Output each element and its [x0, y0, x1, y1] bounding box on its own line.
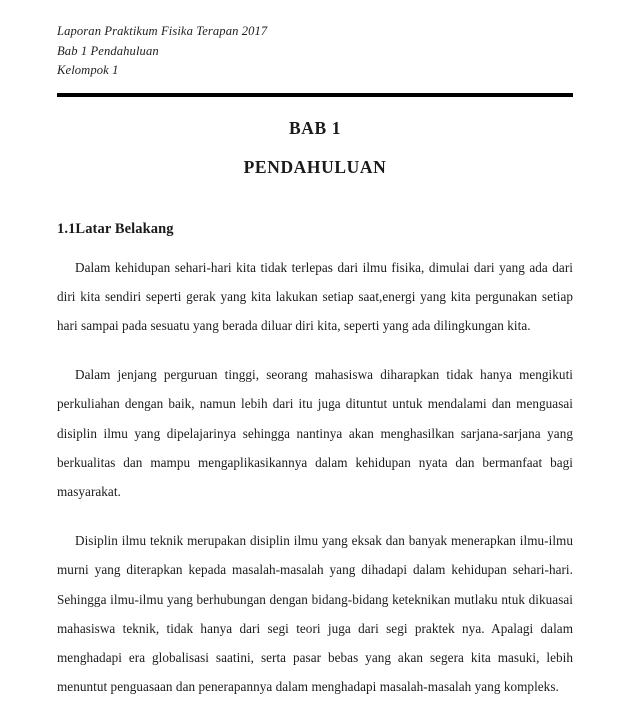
- body-paragraph-2: Dalam jenjang perguruan tinggi, seorang mahasiswa diharapkan tidak hanya mengikuti perkuliahan dengan baik, namun lebih dari itu juga dituntut untuk mendalami dan menguasai disiplin ilmu yang dipelajarinya sehingga nantinya akan menghasilkan sarjana-sarjana yang berkualitas dan mampu mengaplikasikannya dalam kehidupan nyata dan bermanfaat bagi masyarakat.: [57, 367, 573, 499]
- running-header-line-1: Laporan Praktikum Fisika Terapan 2017: [57, 24, 268, 38]
- running-header-line-2: Bab 1 Pendahuluan: [57, 43, 159, 58]
- chapter-title-block: [57, 116, 573, 179]
- header-divider-rule: [57, 93, 573, 97]
- running-header-line-3: Kelompok 1: [57, 63, 119, 77]
- running-header: [57, 0, 573, 81]
- body-paragraph-1: Dalam kehidupan sehari-hari kita tidak terlepas dari ilmu fisika, dimulai dari yang ada dari diri kita sendiri seperti gerak yang kita lakukan setiap saat,energi yang kita pergunakan setiap hari sampai pada sesuatu yang berada diluar diri kita, seperti yang ada dilingkungan kita.: [57, 259, 573, 333]
- page-content: [57, 0, 573, 701]
- chapter-title: PENDAHULUAN: [243, 156, 387, 177]
- chapter-number: BAB 1: [288, 117, 342, 138]
- section-heading-latar-belakang: 1.1Latar Belakang: [57, 220, 174, 237]
- body-paragraph-3: Disiplin ilmu teknik merupakan disiplin ilmu yang eksak dan banyak menerapkan ilmu-ilmu murni yang diterapkan kepada masalah-masalah yang dihadapi dalam kehidupan sehari-hari. Sehingga ilmu-ilmu yang berhubungan dengan bidang-bidang keteknikan mutlaku ntuk dikuasai mahasiswa teknik, tidak hanya dari segi teori juga dari segi praktek nya. Apalagi dalam menghadapi era globalisasi saatini, serta pasar bebas yang akan segera kita masuki, lebih menuntut penguasaan dan penerapannya dalam menghadapi masalah-masalah yang kompleks.: [57, 533, 573, 695]
